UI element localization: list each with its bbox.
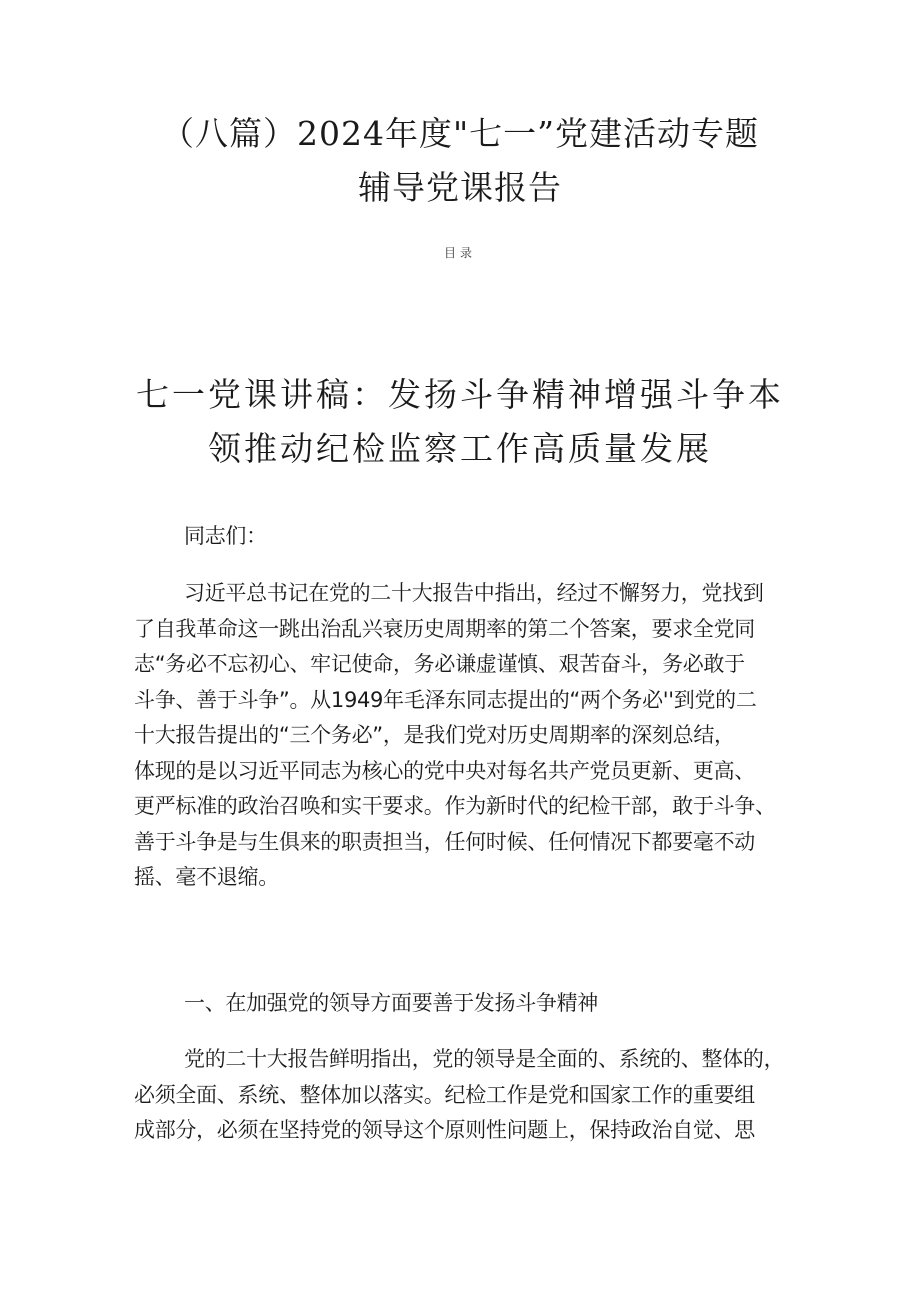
section-heading-1-text: 一、在加强党的领导方面要善于发扬斗争精神: [184, 991, 598, 1015]
paragraph-2-line-3: 成部分，必须在坚持党的领导这个原则性问题上，保持政治自觉、思: [134, 1118, 755, 1142]
paragraph-1-line-7: 更严标准的政治召唤和实干要求。作为新时代的纪检干部，敢于斗争、: [134, 794, 776, 818]
document-title-line-1: （八篇）2024年度"七一”党建活动专题: [160, 114, 760, 153]
paragraph-1-line-9: 摇、毫不退缩。: [134, 865, 279, 889]
paragraph-2: [134, 1042, 794, 1149]
paragraph-1-line-8: 善于斗争是与生俱来的职责担当，任何时候、任何情况下都要毫不动: [134, 829, 755, 854]
paragraph-1-line-5: 十大报告提出的“三个务必”，是我们党对历史周期率的深刻总结，: [134, 723, 735, 747]
paragraph-1-line-6: 体现的是以习近平同志为核心的党中央对每名共产党员更新、更高、: [134, 758, 755, 783]
paragraph-1-line-1: 习近平总书记在党的二十大报告中指出，经过不懈努力，党找到: [184, 581, 764, 605]
salutation: [134, 519, 794, 555]
paragraph-1-line-2: 了自我革命这一跳出治乱兴衰历史周期率的第二个答案，要求全党同: [134, 616, 755, 641]
paragraph-2-line-2: 必须全面、系统、整体加以落实。纪检工作是党和国家工作的重要组: [134, 1082, 755, 1107]
salutation-text: 同志们：: [184, 524, 267, 548]
section-heading-1: [134, 986, 794, 1022]
document-title-line-2: 辅导党课报告: [358, 168, 562, 207]
paragraph-1-line-3: 志“务必不忘初心、牢记使命，务必谦虚谨慎、艰苦奋斗，务必敢于: [134, 652, 745, 676]
table-of-contents-label: 目录: [443, 246, 476, 260]
section-title: [60, 368, 860, 476]
paragraph-1: [134, 576, 794, 896]
section-title-line-1: 七一党课讲稿：发扬斗争精神增强斗争本: [136, 375, 784, 414]
paragraph-1-line-4: 斗争、善于斗争”。从1949年毛泽东同志提出的“两个务必''到党的二: [134, 687, 757, 712]
document-title: [60, 107, 860, 215]
section-title-line-2: 领推动纪检监察工作高质量发展: [208, 429, 712, 468]
paragraph-2-line-1: 党的二十大报告鲜明指出，党的领导是全面的、系统的、整体的，: [184, 1047, 785, 1071]
